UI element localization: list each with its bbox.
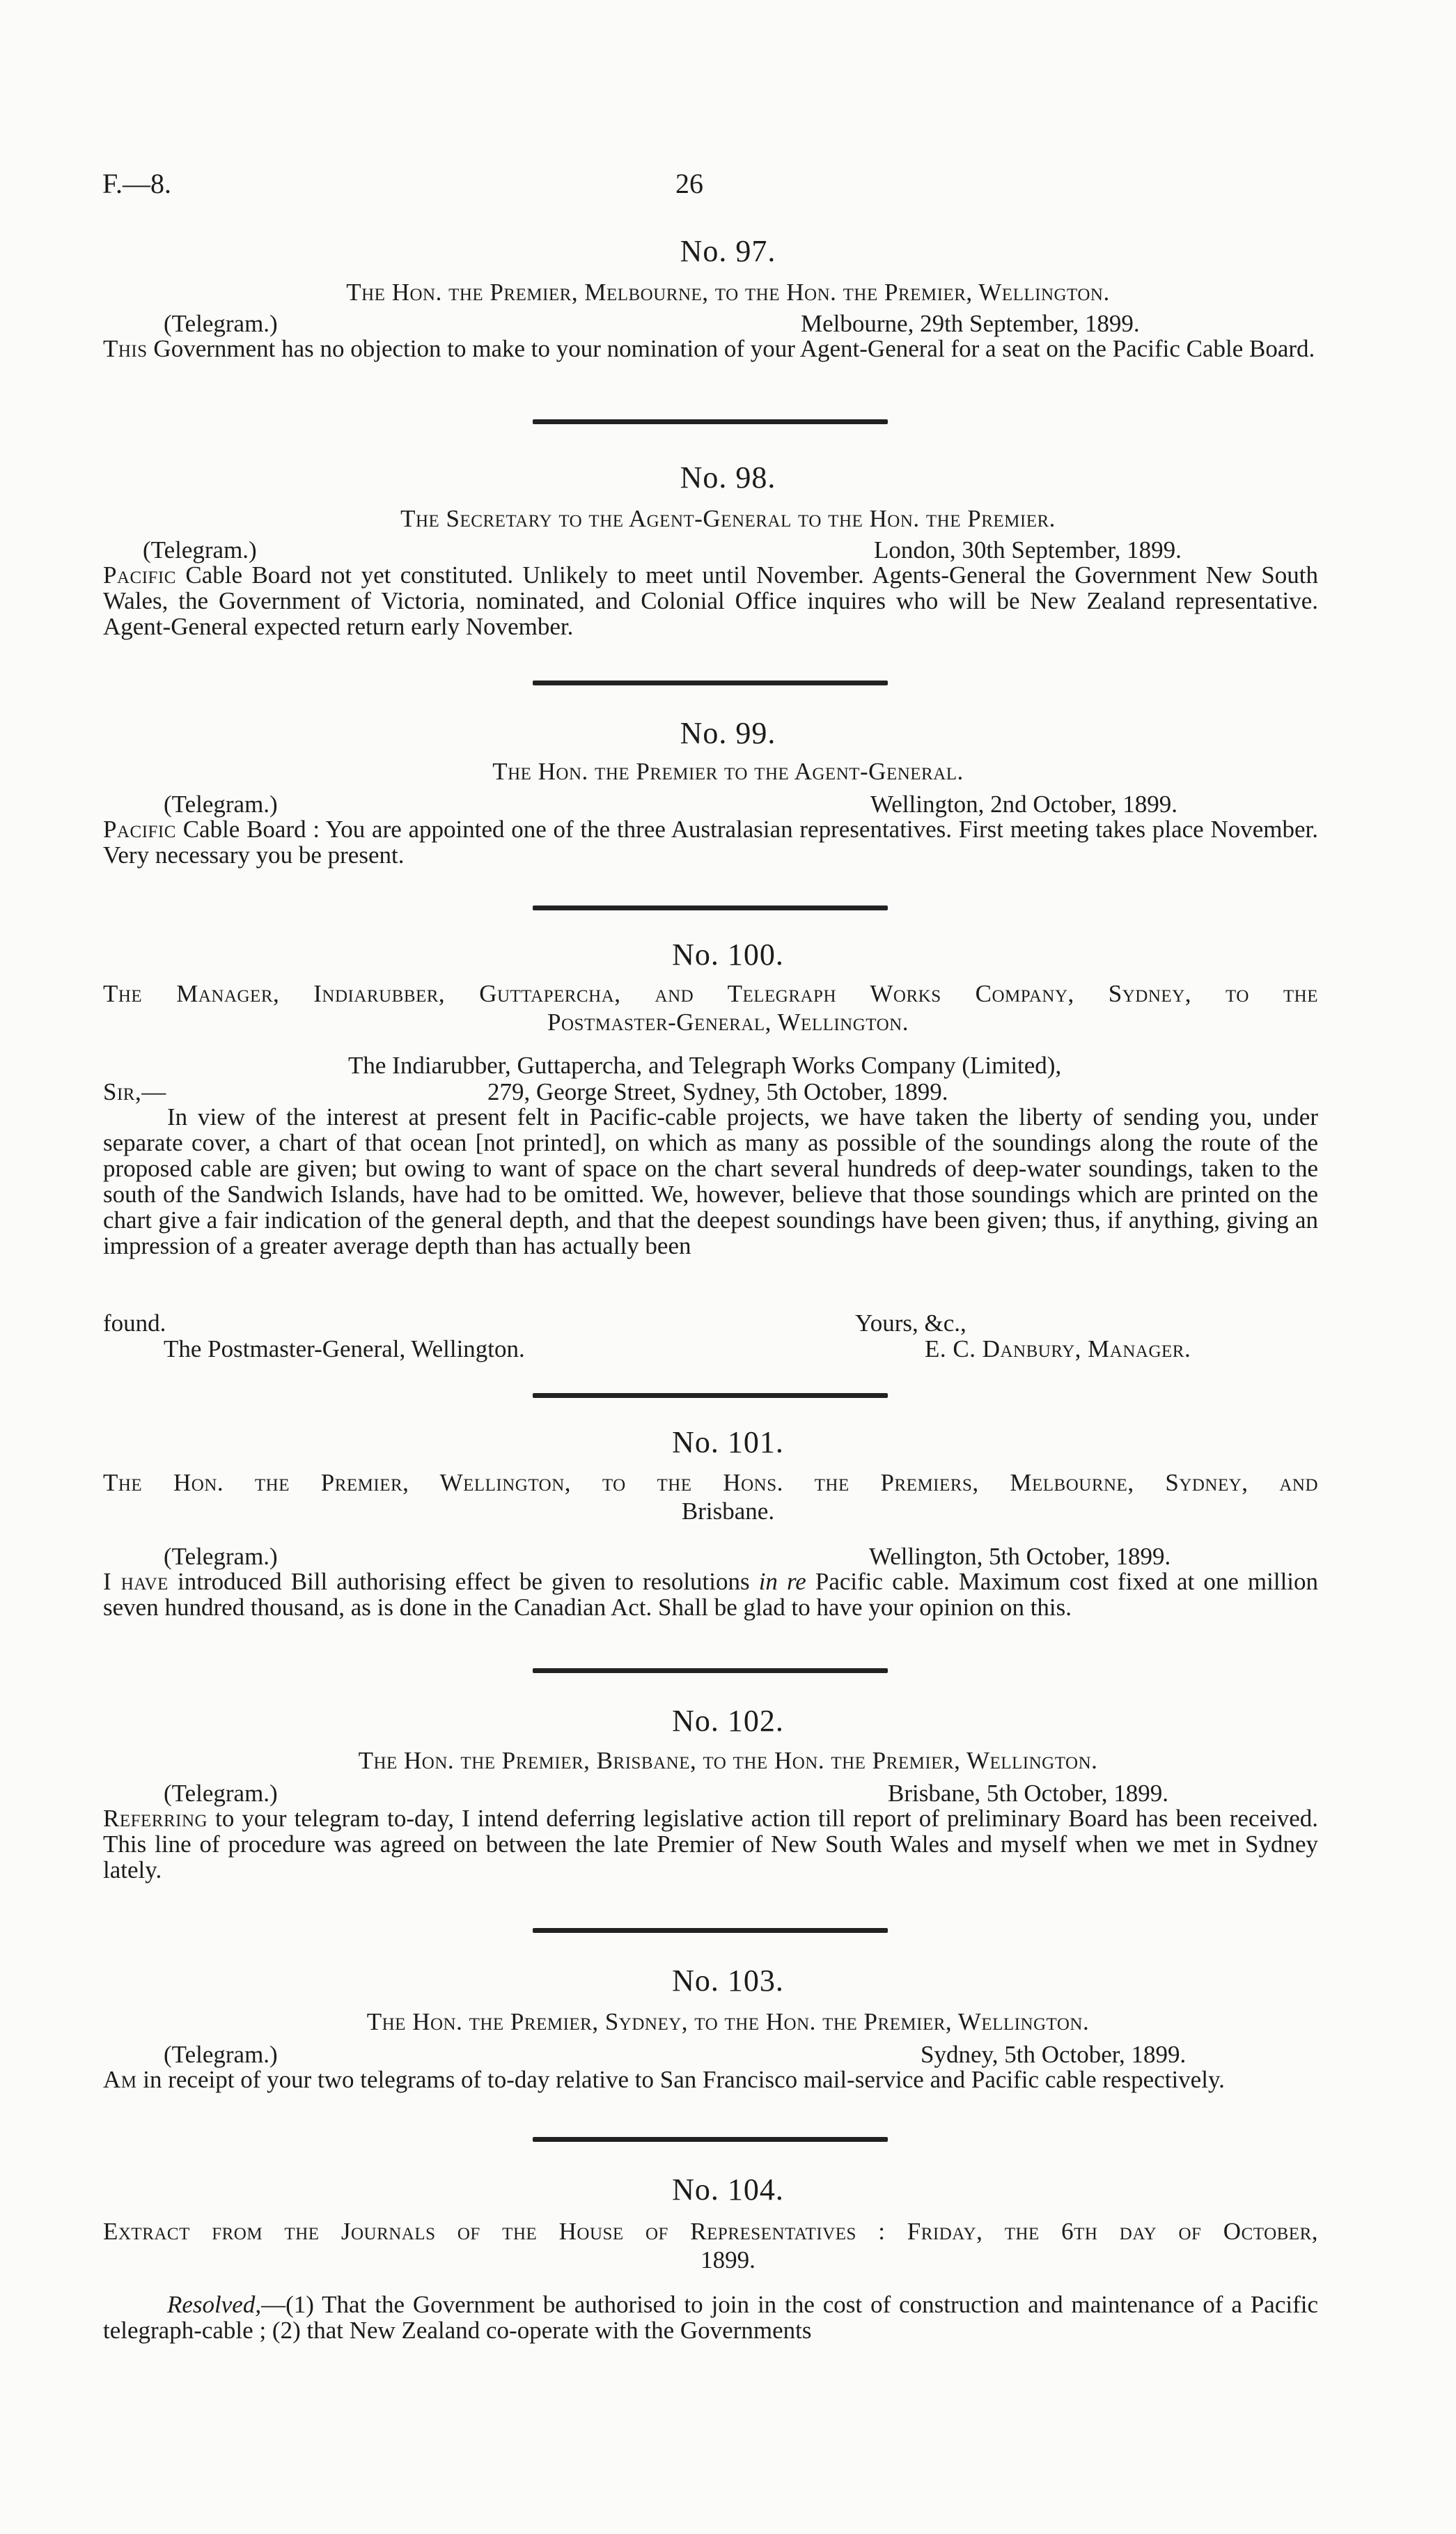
section-divider <box>533 905 888 910</box>
item-heading: The Manager, Indiarubber, Guttapercha, and Telegraph Works Company, Sydney, to the <box>103 980 1318 1007</box>
dateline: Sydney, 5th October, 1899. <box>921 2041 1187 2068</box>
item-heading: The Hon. the Premier, Brisbane, to the Hon. the Premier, Wellington. <box>358 1747 1098 1774</box>
section-divider <box>533 419 888 424</box>
item-heading-continued: 1899. <box>700 2246 756 2273</box>
dateline: Brisbane, 5th October, 1899. <box>888 1780 1168 1807</box>
telegram-label: (Telegram.) <box>143 536 257 563</box>
page-number: 26 <box>675 168 703 199</box>
salutation: Sir,— <box>103 1078 166 1105</box>
section-divider <box>533 1928 888 1933</box>
item-number: No. 102. <box>672 1704 784 1738</box>
telegram-label: (Telegram.) <box>164 791 278 818</box>
item-heading-continued: Brisbane. <box>681 1498 775 1525</box>
item-number: No. 97. <box>680 234 776 268</box>
letter-addressee: The Postmaster-General, Wellington. <box>164 1335 525 1362</box>
telegram-label: (Telegram.) <box>164 1780 278 1807</box>
section-divider <box>533 2137 888 2142</box>
dateline: Wellington, 2nd October, 1899. <box>870 791 1177 818</box>
dateline: London, 30th September, 1899. <box>874 536 1182 563</box>
letter-date: 279, George Street, Sydney, 5th October, 1899. <box>487 1078 948 1105</box>
item-heading: The Secretary to the Agent-General to the Hon. the Premier. <box>400 505 1056 532</box>
item-number: No. 100. <box>672 938 784 972</box>
section-divider <box>533 681 888 685</box>
telegram-body: Am in receipt of your two telegrams of to-day relative to San Francisco mail-service and Pacific cable respectively. <box>103 2066 1225 2093</box>
letter-body: In view of the interest at present felt in Pacific-cable projects, we have taken the liberty of sending you, under separate cover, a chart of that ocean [not printed], on which as many as possible of the soundings along the route of the proposed cable are given; but owing to want of space on the chart several hundreds of deep-water soundings, taken to the south of the Sandwich Islands, have had to be omitted. We, however, believe that those soundings which are printed on the chart give a fair indication of the general depth, and that the deepest soundings have been given; thus, if anything, giving an impression of a greater average depth than has actually been <box>103 1103 1318 1259</box>
item-number: No. 104. <box>672 2172 784 2207</box>
resolution-body: Resolved,—(1) That the Government be authorised to join in the cost of construction and maintenance of a Pacific telegraph-cable ; (2) that New Zealand co-operate with the Governments <box>103 2291 1318 2344</box>
section-divider <box>533 1668 888 1673</box>
item-heading: The Hon. the Premier, Wellington, to the Hons. the Premiers, Melbourne, Sydney, and <box>103 1469 1318 1496</box>
section-divider <box>533 1393 888 1398</box>
telegram-body: Pacific Cable Board : You are appointed one of the three Australasian representatives. First meeting takes place November. Very necessary you be present. <box>103 816 1318 869</box>
telegram-body: This Government has no objection to make to your nomination of your Agent-General for a seat on the Pacific Cable Board. <box>103 335 1315 362</box>
item-number: No. 99. <box>680 716 776 750</box>
item-number: No. 103. <box>672 1964 784 1998</box>
telegram-label: (Telegram.) <box>164 1543 278 1570</box>
dateline: Melbourne, 29th September, 1899. <box>801 310 1140 337</box>
item-heading-continued: Postmaster-General, Wellington. <box>547 1009 909 1036</box>
telegram-label: (Telegram.) <box>164 310 278 337</box>
telegram-body: I have introduced Bill authorising effect be given to resolutions in re Pacific cable. Maximum cost fixed at one million seven hundred thousand, as is done in the Canadian Act. Shall be glad to have your opinion on this. <box>103 1568 1319 1621</box>
report-reference: F.—8. <box>102 168 172 199</box>
item-heading: The Hon. the Premier, Sydney, to the Hon. the Premier, Wellington. <box>366 2008 1090 2035</box>
telegram-body: Referring to your telegram to-day, I intend deferring legislative action till report of preliminary Board has been received. This line of procedure was agreed on between the late Premier of New South Wales and myself when we met in Sydney lately. <box>103 1805 1318 1883</box>
letter-body-end: found. <box>103 1309 166 1337</box>
item-number: No. 98. <box>680 460 776 495</box>
letter-address: The Indiarubber, Guttapercha, and Telegraph Works Company (Limited), <box>348 1052 1062 1079</box>
letter-closing: Yours, &c., <box>855 1309 966 1337</box>
letter-signature: E. C. Danbury, Manager. <box>925 1335 1191 1362</box>
dateline: Wellington, 5th October, 1899. <box>869 1543 1171 1570</box>
item-number: No. 101. <box>672 1425 784 1459</box>
item-heading: Extract from the Journals of the House of Representatives : Friday, the 6th day of October, <box>103 2218 1318 2245</box>
item-heading: The Hon. the Premier to the Agent-General. <box>492 758 964 785</box>
telegram-label: (Telegram.) <box>164 2041 278 2068</box>
telegram-body: Pacific Cable Board not yet constituted. Unlikely to meet until November. Agents-General the Government New South Wales, the Government of Victoria, nominated, and Colonial Office inquires who will be New Zealand representative. Agent-General expected return early November. <box>103 561 1318 640</box>
item-heading: The Hon. the Premier, Melbourne, to the Hon. the Premier, Wellington. <box>346 279 1110 306</box>
